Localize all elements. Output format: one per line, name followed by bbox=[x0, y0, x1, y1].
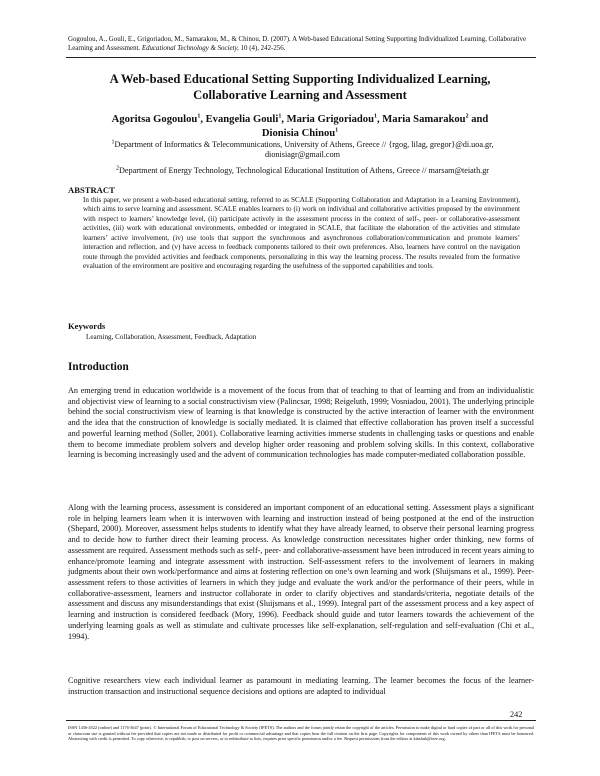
header-divider bbox=[66, 57, 536, 58]
author-name: Evangelia Gouli bbox=[205, 114, 279, 125]
page-number: 242 bbox=[510, 710, 523, 719]
author-affiliation-mark: 2 bbox=[465, 113, 469, 120]
author-name: Agoritsa Gogoulou bbox=[111, 114, 198, 125]
footer-divider bbox=[66, 720, 536, 721]
author-name: Maria Samarakou bbox=[382, 114, 466, 125]
affiliation-1-line-1: Department of Informatics & Telecommunications, University of Athens, Greece // {rgog, lilag, gregor}@di.uoa.gr, bbox=[114, 140, 494, 149]
copyright-notice: ISSN 1436-4522 (online) and 1176-3647 (print). © International Forum of Educational Technology & Society (IFETS). The authors and the forum jointly retain the copyright of the articles. Permission to make digital or hard copies of part or all of this work for personal or classroom use is granted without fee provided that copies are not made or distributed for profit or commercial advantage and that copies bear the full citation on the first page. Copyrights for components of this work owned by others than IFETS must be honoured. Abstracting with credit is permitted. To copy otherwise, to republish, to post on servers, or to redistribute to lists, requires prior specific permission and/or a fee. Request permissions from the editors at kinshuk@ieee.org. bbox=[68, 725, 534, 742]
title-line-1: A Web-based Educational Setting Supporting Individualized Learning, bbox=[109, 72, 491, 86]
abstract-heading: ABSTRACT bbox=[68, 185, 115, 195]
author-affiliation-mark: 1 bbox=[374, 113, 377, 120]
affiliation-1 bbox=[70, 140, 535, 160]
author-separator: , bbox=[377, 114, 383, 125]
author-separator: , bbox=[281, 114, 287, 125]
author-affiliation-mark: 1 bbox=[335, 126, 339, 133]
affiliation-2-text: Department of Energy Technology, Technological Educational Institution of Athens, Greece // marsam@teiath.gr bbox=[118, 166, 490, 175]
author-separator: and bbox=[468, 114, 489, 125]
author-separator: , bbox=[200, 114, 206, 125]
author-affiliation-mark: 1 bbox=[197, 113, 201, 120]
affiliation-2-mark: 2 bbox=[115, 165, 119, 172]
journal-volume: 10 (4), 242-256. bbox=[240, 45, 286, 53]
author-affiliation-mark: 1 bbox=[278, 113, 282, 120]
abstract-text: In this paper, we present a web-based educational setting, referred to as SCALE (Supporting Collaboration and Adaptation in a Learning Environment), which aims to serve learning and assessment. SCALE enables learners to (i) work on individual and collaborative activities proposed by the environment with respect to learners’ knowledge level, (ii) participate actively in the assessment process in the context of self-, peer- or collaborative-assessment activities, (iii) work with educational environments, embedded or integrated in SCALE, that facilitate the elaboration of the activities and stimulate learners’ active involvement, (iv) use tools that support the synchronous and asynchronous collaboration/communication and promote learners’ interaction and reflection, and (v) have access to feedback components tailored to their own preferences. Also, learners have control on the navigation route through the provided activities and feedback components, personalizing in this way the learning process. The results revealed from the formative evaluation of the environment are positive and encouraging regarding the usefulness of the supported capabilities and tools. bbox=[83, 196, 520, 271]
author-list bbox=[80, 113, 520, 140]
intro-paragraph-1: An emerging trend in education worldwide is a movement of the focus from that of teaching to that of learning and from an individualistic and objectivist view of learning to a social constructivism view (Palincsar, 1998; Reigeluth, 1999; Vosniadou, 2001). The underlying principle behind the social constructivism view of learning is that knowledge is constructed by the active interaction of learner with the environment and the idea that the construction of knowledge is socially mediated. It is claimed that effective collaboration has proven itself a successful and powerful learning method (Soller, 2001). Collaborative learning activities immerse students in challenging tasks or questions and enable them to become immediate problem solvers and develop higher order reasoning and problem solving skills. In this context, collaborative learning is becoming increasingly used and the advent of communication technologies has made computer-mediated collaboration possible. bbox=[68, 386, 534, 460]
keywords-text: Learning, Collaboration, Assessment, Feedback, Adaptation bbox=[86, 333, 257, 341]
running-header bbox=[68, 35, 538, 53]
title-line-2: Collaborative Learning and Assessment bbox=[193, 87, 407, 102]
citation-text: Gogoulou, A., Gouli, E., Grigoriadou, M., Samarakou, M., & Chinou, D. (2007). A Web-based Educational Setting Supporting Individualized Learning, Collaborative Learning and Assessment. bbox=[68, 36, 527, 53]
introduction-heading: Introduction bbox=[68, 361, 129, 373]
intro-paragraph-3: Cognitive researchers view each individual learner as paramount in mediating learning. The learner becomes the focus of the learner-instruction transaction and instructional sequence decisions and options are adapted to individual bbox=[68, 676, 534, 696]
affiliation-2 bbox=[70, 166, 535, 176]
intro-paragraph-2: Along with the learning process, assessment is considered an important component of an educational setting. Assessment plays a significant role in helping learners learn when it is interwoven with learning and instruction instead of being postponed at the end of the instruction (Shepard, 2000). Moreover, assessment helps students to identify what they have already learned, to observe their personal learning progress and to decide how to further direct their learning process. As knowledge construction necessitates higher order thinking, new forms of assessment are required. Assessment methods such as self-, peer- and collaborative-assessment have been introduced in recent years aiming to enhance/promote learning and integrate assessment with instruction. Self-assessment refers to the involvement of learners in making judgments about their own work/performance and aims at fostering reflection on one’s own learning and work (Sluijsmans et al., 1999). Peer-assessment refers to those activities of learners in which they judge and evaluate the work and/or the performance of their peers, while in collaborative-assessment, learners and instructor collaborate in order to clarify objectives and standards/criteria, negotiate details of the assessment and discuss any misunderstandings that exist (Sluijsmans et al., 1999). Integral part of the assessment process and a key aspect of learning and instruction is considered feedback (Mory, 1996). Feedback should guide and tutor learners towards the achievement of the underlying learning goals as well as stimulate and cultivate processes like self-explanation, self-regulation and self-evaluation (Chi et al., 1994). bbox=[68, 503, 534, 641]
journal-name: Educational Technology & Society, bbox=[141, 45, 239, 53]
author-name: Dionisia Chinou bbox=[261, 127, 336, 139]
affiliation-1-line-2: dionisiagr@gmail.com bbox=[264, 150, 341, 160]
affiliation-1-mark: 1 bbox=[111, 139, 115, 146]
paper-title bbox=[60, 72, 540, 103]
author-name: Maria Grigoriadou bbox=[286, 114, 374, 125]
keywords-heading: Keywords bbox=[68, 321, 106, 331]
